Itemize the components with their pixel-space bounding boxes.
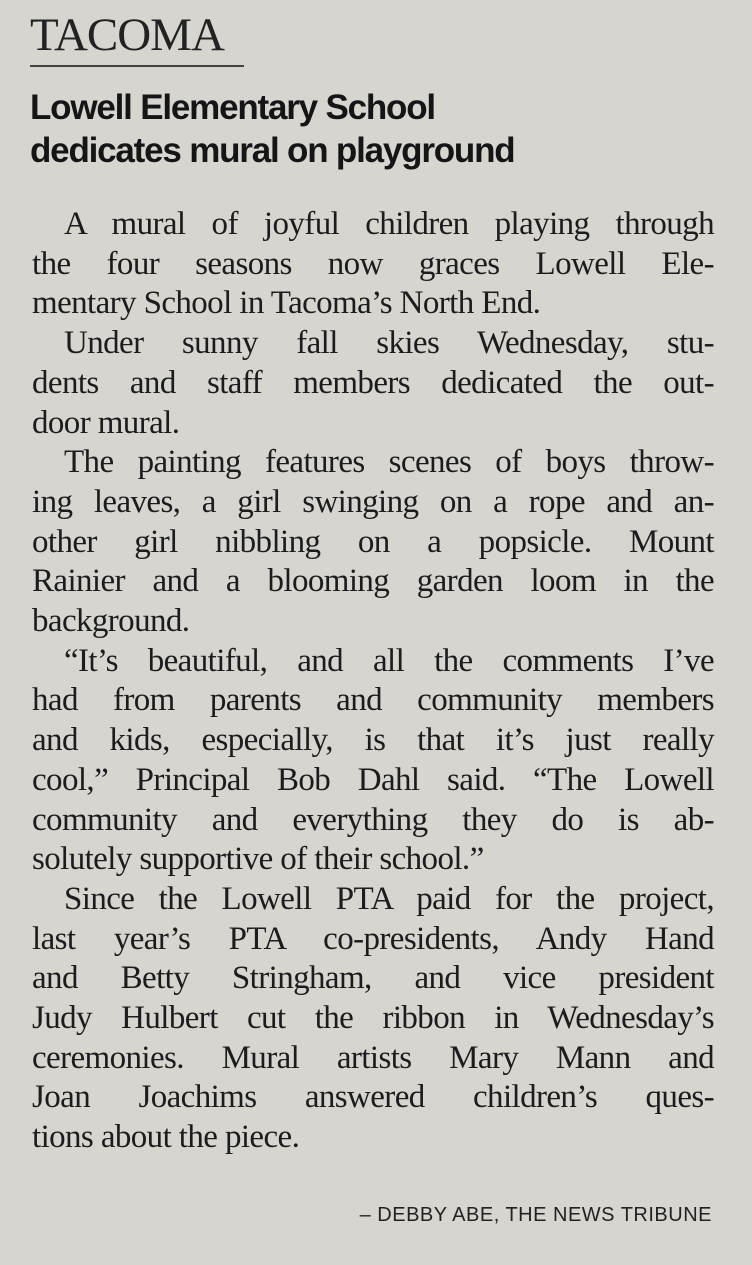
- text-line: community and everything they do is ab-: [32, 801, 714, 838]
- text-line: other girl nibbling on a popsicle. Mount: [32, 523, 714, 560]
- text-line: dents and staff members dedicated the out-: [32, 364, 714, 401]
- text-line: Under sunny fall skies Wednesday, stu-: [64, 325, 714, 362]
- headline-line: Lowell Elementary School: [30, 88, 435, 127]
- text-line: “It’s beautiful, and all the comments I’ve: [64, 642, 714, 679]
- text-line: A mural of joyful children playing through: [64, 206, 714, 242]
- text-line: and kids, especially, is that it’s just really: [32, 722, 714, 759]
- text-line: Joan Joachims answered children’s ques-: [32, 1079, 714, 1116]
- text-line: Since the Lowell PTA paid for the project,: [64, 880, 714, 917]
- text-line: solutely supportive of their school.”: [32, 841, 484, 878]
- text-line: last year’s PTA co-presidents, Andy Hand: [32, 920, 714, 957]
- headline-line: dedicates mural on playground: [30, 131, 515, 170]
- text-line: background.: [32, 603, 190, 640]
- text-line: had from parents and community members: [32, 682, 714, 719]
- byline: – DEBBY ABE, THE NEWS TRIBUNE: [359, 1204, 712, 1226]
- text-line: the four seasons now graces Lowell Ele-: [32, 245, 714, 282]
- paragraph-2: [32, 324, 714, 443]
- text-line: Judy Hulbert cut the ribbon in Wednesday’s: [32, 1000, 714, 1037]
- headline: [30, 86, 730, 172]
- article-body: [32, 205, 714, 1158]
- paragraph-4: [32, 642, 714, 880]
- text-line: ing leaves, a girl swinging on a rope and an-: [32, 483, 714, 520]
- text-line: Rainier and a blooming garden loom in the: [32, 563, 714, 600]
- text-line: door mural.: [32, 404, 180, 441]
- text-line: The painting features scenes of boys throw-: [64, 444, 714, 481]
- paragraph-1: [32, 205, 714, 324]
- text-line: ceremonies. Mural artists Mary Mann and: [32, 1039, 714, 1076]
- text-line: and Betty Stringham, and vice president: [32, 960, 714, 997]
- text-line: tions about the piece.: [32, 1119, 300, 1156]
- section-header: TACOMA: [30, 12, 244, 67]
- paragraph-3: [32, 443, 714, 642]
- text-line: mentary School in Tacoma’s North End.: [32, 285, 541, 322]
- text-line: cool,” Principal Bob Dahl said. “The Lowell: [32, 761, 714, 798]
- paragraph-5: [32, 880, 714, 1158]
